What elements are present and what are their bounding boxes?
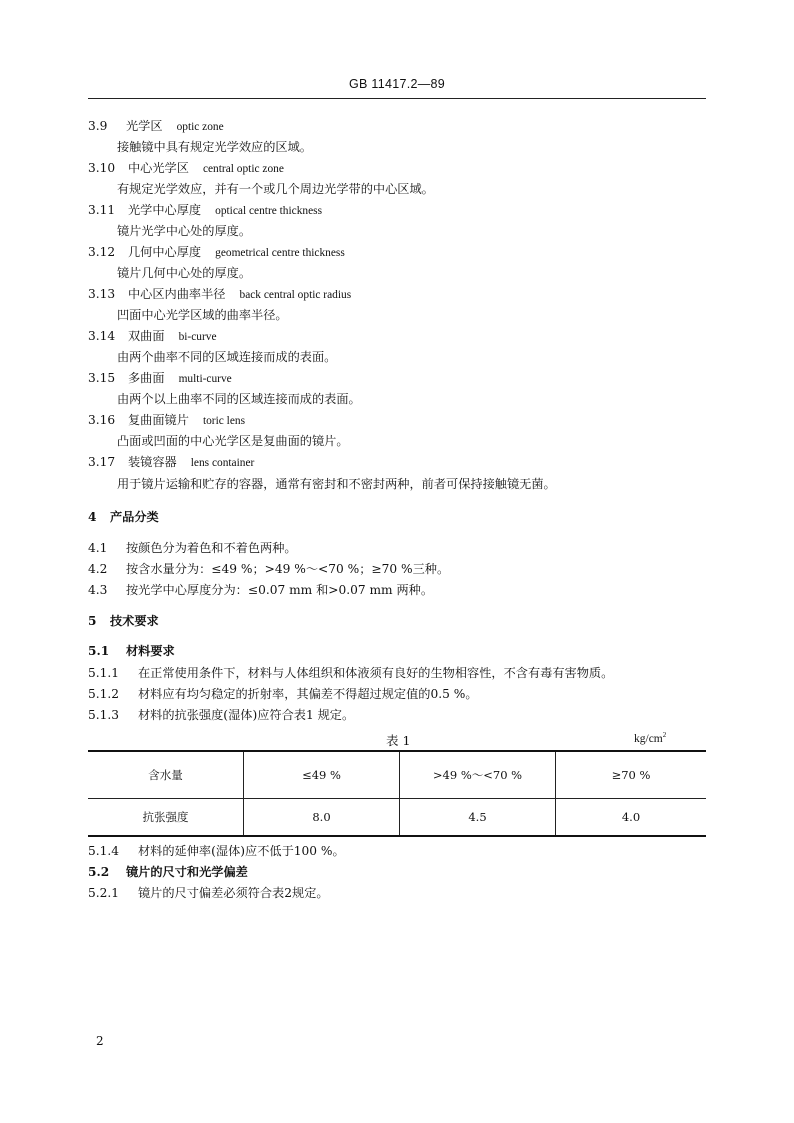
table-header-cell: ≤49 % (244, 751, 400, 799)
definition-3-9: 3.9 光学区 optic zone (88, 119, 224, 133)
definition-3-13: 3.13 中心区内曲率半径 back central optic radius (88, 287, 352, 301)
table-cell: 抗张强度 (88, 799, 244, 837)
definition-3-17: 3.17 装镜容器 lens container (88, 455, 255, 469)
section-5-1-1: 5.1.1 在正常使用条件下，材料与人体组织和体液须有良好的生物相容性，不含有毒有害物质。 (88, 666, 614, 680)
section-5-1-3: 5.1.3 材料的抗张强度(湿体)应符合表1 规定。 (88, 708, 355, 722)
section-4-heading: 4 产品分类 (88, 510, 159, 524)
section-4-1: 4.1 按颜色分为着色和不着色两种。 (88, 541, 297, 555)
definition-3-13-desc: 凹面中心光学区域的曲率半径。 (117, 308, 288, 322)
definition-3-9-desc: 接触镜中具有规定光学效应的区域。 (117, 140, 312, 154)
section-5-2-1: 5.2.1 镜片的尺寸偏差必须符合表2规定。 (88, 886, 329, 900)
definition-3-17-desc: 用于镜片运输和贮存的容器，通常有密封和不密封两种，前者可保持接触镜无菌。 (117, 477, 556, 491)
definition-3-15-desc: 由两个以上曲率不同的区域连接而成的表面。 (117, 392, 361, 406)
page-header: GB 11417.2—89 (348, 77, 446, 91)
table-header-cell: >49 %～<70 % (400, 751, 556, 799)
section-5-1-heading: 5.1 材料要求 (88, 644, 175, 658)
table-1-caption: 表 1 (386, 733, 411, 748)
table-cell: 8.0 (244, 799, 400, 837)
section-5-heading: 5 技术要求 (88, 614, 159, 628)
definition-3-14-desc: 由两个曲率不同的区域连接而成的表面。 (117, 350, 337, 364)
definition-3-11-desc: 镜片光学中心处的厚度。 (117, 224, 252, 238)
page-number: 2 (96, 1034, 104, 1048)
definition-3-12: 3.12 几何中心厚度 geometrical centre thickness (88, 245, 345, 259)
table-cell: 4.0 (556, 799, 707, 837)
section-5-2-heading: 5.2 镜片的尺寸和光学偏差 (88, 865, 248, 879)
table-1 (88, 750, 706, 837)
table-header-cell: 含水量 (88, 751, 244, 799)
definition-3-10: 3.10 中心光学区 central optic zone (88, 161, 284, 175)
table-cell: 4.5 (400, 799, 556, 837)
table-header-row (88, 751, 706, 799)
definition-3-14: 3.14 双曲面 bi-curve (88, 329, 217, 343)
header-rule (88, 98, 706, 99)
table-header-cell: ≥70 % (556, 751, 707, 799)
section-5-1-4: 5.1.4 材料的延伸率(湿体)应不低于100 %。 (88, 844, 345, 858)
table-row (88, 799, 706, 837)
section-4-3: 4.3 按光学中心厚度分为：≤0.07 mm 和>0.07 mm 两种。 (88, 583, 434, 597)
definition-3-12-desc: 镜片几何中心处的厚度。 (117, 266, 252, 280)
definition-3-16-desc: 凸面或凹面的中心光学区是复曲面的镜片。 (117, 434, 349, 448)
definition-3-15: 3.15 多曲面 multi-curve (88, 371, 232, 385)
section-4-2: 4.2 按含水量分为：≤49 %；>49 %～<70 %；≥70 %三种。 (88, 562, 450, 576)
definition-3-10-desc: 有规定光学效应，并有一个或几个周边光学带的中心区域。 (117, 182, 434, 196)
definition-3-11: 3.11 光学中心厚度 optical centre thickness (88, 203, 323, 217)
section-5-1-2: 5.1.2 材料应有均匀稳定的折射率，其偏差不得超过规定值的0.5 %。 (88, 687, 478, 701)
table-1-unit: $kg/cm^2$ (634, 731, 667, 745)
definition-3-16: 3.16 复曲面镜片 toric lens (88, 413, 246, 427)
